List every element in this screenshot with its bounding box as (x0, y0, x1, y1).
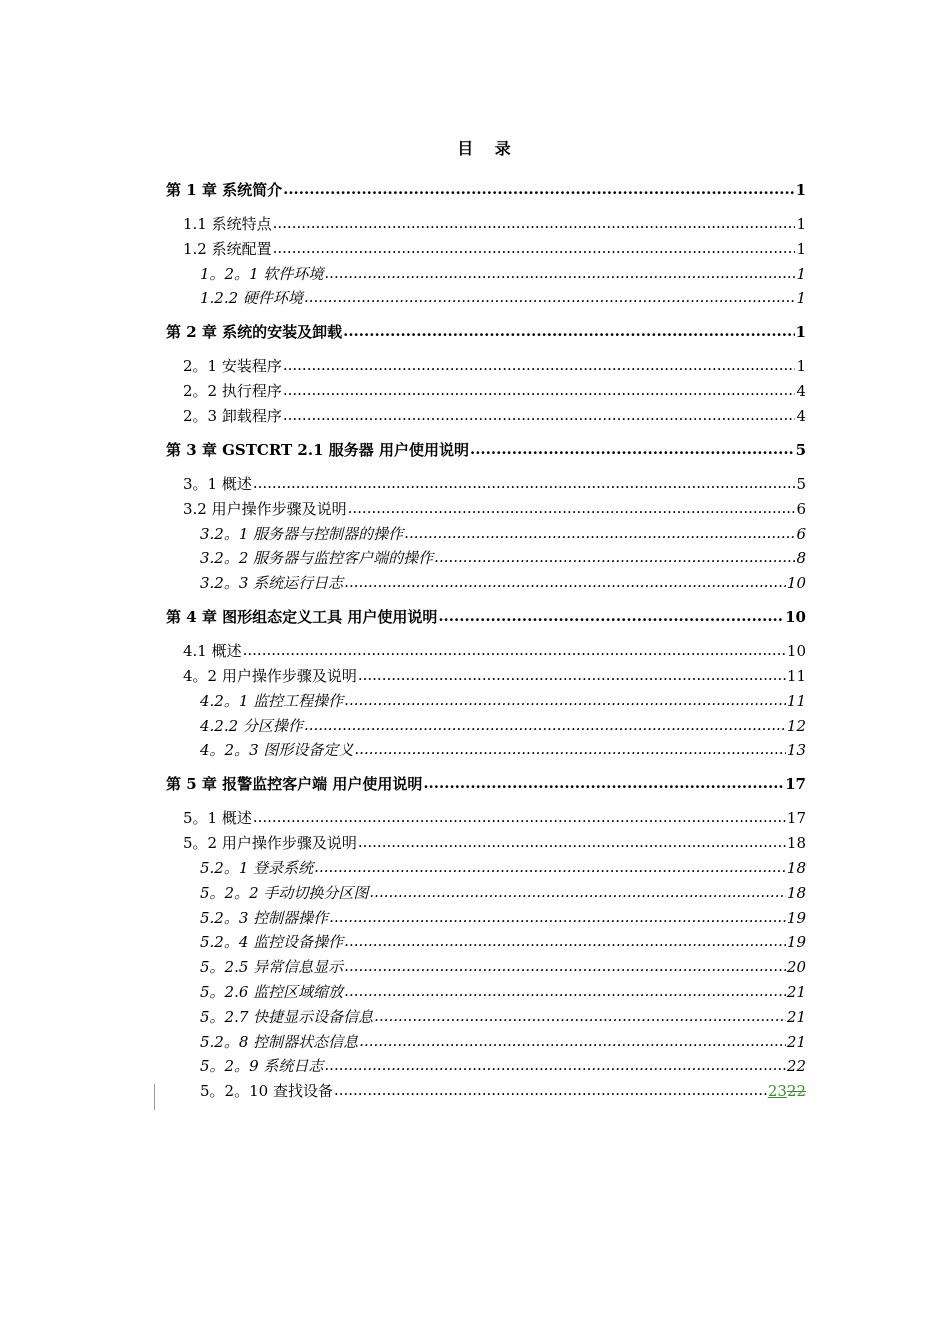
toc-page-number: 11 (786, 691, 806, 710)
toc-entry[interactable] (200, 1056, 806, 1076)
toc-dot-leader (348, 498, 796, 518)
toc-dot-leader (343, 321, 794, 341)
toc-page-number: 1 (795, 323, 806, 342)
toc-entry[interactable] (200, 524, 806, 544)
toc-entry-label: 1.2.2 硬件环境 (200, 289, 303, 308)
toc-page-number: 10 (785, 608, 806, 627)
toc-entry-label: 5.2。1 登录系统 (200, 859, 314, 877)
toc-entry[interactable] (200, 883, 806, 903)
toc-dot-leader (283, 179, 794, 199)
toc-entry-label: 1.2 系统配置 (183, 239, 272, 258)
toc-page-number: 13 (786, 741, 806, 760)
toc-page-number: 20 (786, 958, 806, 977)
toc-entry-label: 4。2。3 图形设备定义 (200, 741, 354, 760)
toc-entry-label: 3.2。1 服务器与控制器的操作 (200, 524, 404, 543)
toc-dot-leader (304, 287, 796, 307)
revision-change-bar (154, 1084, 155, 1110)
toc-dot-leader (359, 1031, 786, 1051)
toc-entry[interactable] (183, 666, 806, 686)
toc-dot-leader (253, 473, 796, 493)
toc-page-number: 1 (796, 289, 806, 308)
toc-page-number (768, 1081, 806, 1101)
toc-page-number: 6 (796, 499, 806, 518)
toc-entry-label: 4.2.2 分区操作 (200, 716, 303, 735)
toc-page-number: 21 (786, 1007, 806, 1026)
toc-entry-label: 2。3 卸载程序 (183, 407, 282, 425)
toc-entry-label: 4。2 用户操作步骤及说明 (183, 667, 357, 685)
toc-page-number: 18 (786, 859, 806, 877)
toc-entry-label: 3.2。3 系统运行日志 (200, 574, 344, 593)
toc-entry-label: 3.2。2 服务器与监控客户端的操作 (200, 549, 434, 568)
toc-dot-leader (344, 572, 786, 592)
toc-page-number: 19 (786, 933, 806, 952)
toc-dot-leader (324, 1055, 786, 1075)
toc-page-number: 17 (785, 775, 806, 794)
toc-page-number: 8 (796, 549, 806, 568)
toc-page-number: 1 (796, 264, 806, 283)
toc-page-number: 1 (795, 181, 806, 199)
toc-page-number: 1 (796, 239, 806, 258)
toc-dot-leader (438, 606, 784, 626)
toc-chapter-entry[interactable] (166, 774, 806, 794)
toc-dot-leader (470, 439, 795, 459)
toc-entry[interactable] (200, 982, 806, 1002)
toc-dot-leader (374, 1006, 786, 1026)
toc-page-number: 21 (786, 1032, 806, 1051)
toc-entry[interactable] (200, 740, 806, 760)
toc-dot-leader (273, 238, 796, 258)
toc-entry[interactable] (200, 548, 806, 568)
toc-page-number: 4 (796, 407, 806, 425)
toc-entry-label: 5。2。10 查找设备 (200, 1082, 333, 1101)
toc-entry-label: 第 2 章 系统的安装及卸载 (166, 323, 343, 342)
toc-dot-leader (283, 405, 796, 425)
toc-entry[interactable] (200, 932, 806, 952)
toc-entry-label: 2。2 执行程序 (183, 382, 282, 401)
toc-entry[interactable] (200, 716, 806, 736)
toc-entry[interactable] (183, 356, 806, 376)
toc-page-number: 1 (796, 215, 806, 233)
revision-deleted-page-number: 22 (786, 1082, 806, 1101)
toc-page-number: 18 (786, 834, 806, 853)
toc-page-number: 21 (786, 983, 806, 1001)
toc-entry[interactable] (200, 957, 806, 977)
toc-dot-leader (314, 857, 786, 877)
toc-page-number: 17 (786, 809, 806, 828)
toc-page-number: 10 (786, 574, 806, 593)
toc-entry-label: 1.1 系统特点 (183, 215, 272, 233)
toc-dot-leader (358, 665, 786, 685)
toc-entry-label: 2。1 安装程序 (183, 357, 282, 376)
toc-dot-leader (304, 715, 786, 735)
toc-entry[interactable] (200, 288, 806, 308)
toc-entry[interactable] (183, 499, 806, 519)
toc-dot-leader (273, 213, 796, 233)
toc-entry[interactable] (183, 808, 806, 828)
toc-dot-leader (369, 882, 786, 902)
revision-inserted-page-number: 23 (767, 1082, 787, 1101)
toc-entry-label: 5。2。9 系统日志 (200, 1057, 324, 1076)
toc-dot-leader (324, 263, 795, 283)
toc-dot-leader (344, 981, 786, 1001)
toc-entry-label: 3.2 用户操作步骤及说明 (183, 499, 347, 518)
toc-entry-label: 4.1 概述 (183, 642, 242, 661)
toc-entry-label: 5。2.7 快捷显示设备信息 (200, 1007, 374, 1026)
toc-entry[interactable] (183, 239, 806, 259)
toc-page-number: 11 (786, 667, 806, 685)
toc-entry[interactable] (200, 691, 806, 711)
toc-entry[interactable] (183, 406, 806, 426)
toc-page-number: 19 (786, 908, 806, 927)
toc-entry-label: 5。2。2 手动切换分区图 (200, 883, 369, 902)
toc-entry-label: 5.2。8 控制器状态信息 (200, 1032, 359, 1051)
toc-page-number: 1 (796, 357, 806, 376)
toc-chapter-entry[interactable] (166, 322, 806, 342)
toc-page-number: 6 (796, 524, 806, 543)
toc-entry[interactable] (200, 264, 806, 284)
toc-page-number: 5 (796, 475, 806, 493)
toc-dot-leader (243, 640, 786, 660)
toc-entry[interactable] (200, 858, 806, 878)
toc-page-number: 12 (786, 716, 806, 735)
toc-chapter-entry[interactable] (166, 607, 806, 627)
toc-dot-leader (358, 832, 786, 852)
toc-dot-leader (283, 355, 796, 375)
toc-entry-label: 5。2 用户操作步骤及说明 (183, 834, 357, 853)
toc-entry-label: 5.2。3 控制器操作 (200, 908, 329, 927)
toc-entry[interactable] (183, 641, 806, 661)
toc-entry[interactable] (183, 381, 806, 401)
toc-entry-label: 1。2。1 软件环境 (200, 264, 324, 283)
toc-dot-leader (434, 547, 795, 567)
toc-dot-leader (344, 690, 786, 710)
toc-dot-leader (404, 523, 795, 543)
toc-entry-label: 5。2.6 监控区域缩放 (200, 983, 344, 1001)
toc-entry[interactable] (200, 1081, 806, 1101)
toc-entry[interactable] (200, 1007, 806, 1027)
toc-entry[interactable] (200, 573, 806, 593)
toc-entry[interactable] (200, 908, 806, 928)
toc-entry-label: 5。2.5 异常信息显示 (200, 958, 344, 977)
toc-entry-label: 第 4 章 图形组态定义工具 用户使用说明 (166, 608, 438, 627)
toc-entry[interactable] (183, 833, 806, 853)
toc-dot-leader (334, 1080, 767, 1100)
toc-chapter-entry[interactable] (166, 180, 806, 200)
toc-dot-leader (329, 907, 786, 927)
toc-entry[interactable] (183, 214, 806, 234)
toc-title: 目 录 (457, 139, 519, 158)
toc-dot-leader (283, 380, 796, 400)
toc-page-number: 5 (795, 441, 806, 459)
toc-dot-leader (423, 773, 784, 793)
toc-page-number: 18 (786, 883, 806, 902)
toc-entry-label: 第 5 章 报警监控客户端 用户使用说明 (166, 775, 423, 794)
toc-page-number: 22 (786, 1057, 806, 1076)
toc-page-number: 10 (786, 642, 806, 661)
toc-entry-label: 5。1 概述 (183, 809, 252, 828)
toc-entry-label: 第 1 章 系统简介 (166, 181, 283, 199)
toc-entry[interactable] (200, 1032, 806, 1052)
toc-entry-label: 3。1 概述 (183, 475, 252, 493)
toc-entry-label: 4.2。1 监控工程操作 (200, 691, 344, 710)
toc-dot-leader (253, 807, 786, 827)
toc-entry-label: 5.2。4 监控设备操作 (200, 933, 344, 952)
toc-dot-leader (344, 931, 786, 951)
toc-dot-leader (344, 956, 786, 976)
toc-entry-label: 第 3 章 GSTCRT 2.1 服务器 用户使用说明 (166, 441, 469, 459)
toc-dot-leader (354, 739, 786, 759)
toc-chapter-entry[interactable] (166, 440, 806, 460)
toc-page-number: 4 (796, 382, 806, 401)
toc-entry[interactable] (183, 474, 806, 494)
